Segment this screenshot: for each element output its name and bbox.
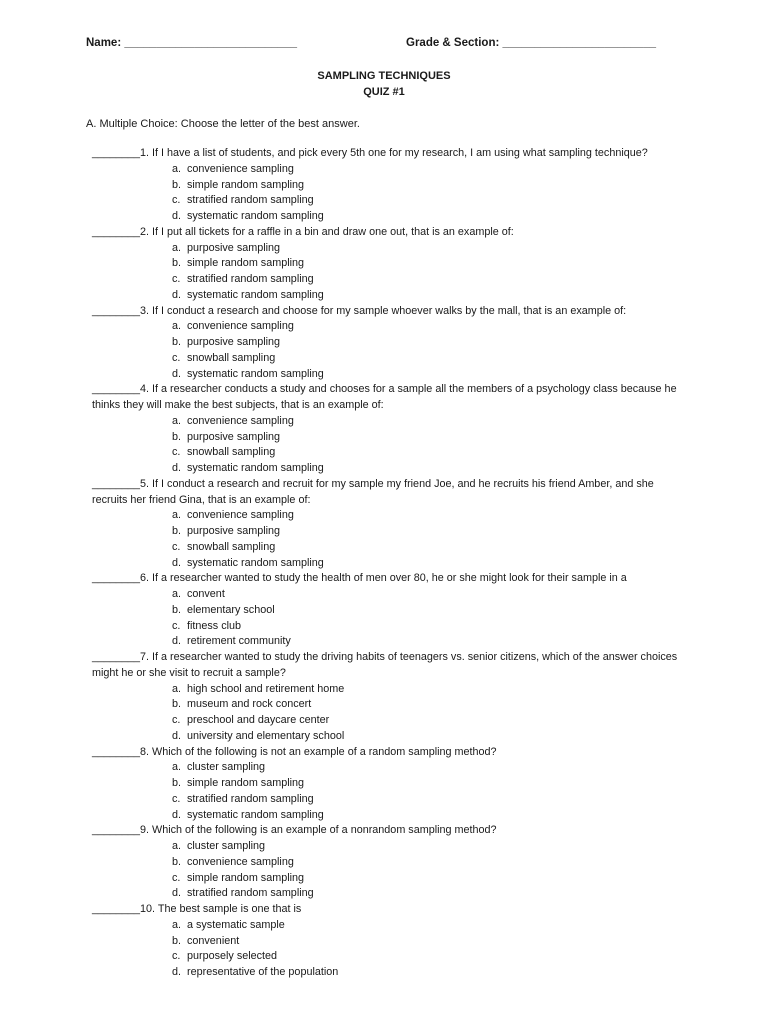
choice-c [172,871,692,887]
choice-letter: c. [172,792,181,805]
choice-letter: c. [172,540,181,553]
choice-list [92,682,692,745]
question-text: ________3. If I conduct a research and choose for my sample whoever walks by the mall, that is an example of: [92,304,627,317]
choice-a [172,414,692,430]
choice-letter: a. [172,320,182,333]
choice-letter: d. [172,462,182,474]
choice-c [172,949,692,965]
grade-section-field-label: Grade & Section: ________________________ [406,37,656,49]
choice-text: systematic random sampling [187,210,324,222]
choice-b [172,178,692,194]
choice-c [172,351,692,367]
choice-letter: d. [172,367,182,380]
choice-text: convenience sampling [187,855,294,868]
choice-letter: a. [172,509,182,522]
choice-text: systematic random sampling [187,288,324,301]
choice-text: purposely selected [187,950,278,963]
choice-letter: d. [172,635,182,648]
choice-b [172,776,692,792]
question-7 [92,650,692,745]
choice-b [172,335,692,351]
choice-a [172,241,692,257]
title-line-1: SAMPLING TECHNIQUES [317,70,451,82]
choice-c [172,445,692,461]
question-text: ________5. If I conduct a research and recruit for my sample my friend Joe, and he recruits his friend Amber, and she recruits her friend Gina, that is an example of: [92,477,654,506]
question-8 [92,745,692,824]
question-2 [92,225,692,304]
choice-text: stratified random sampling [187,194,314,207]
choice-letter: a. [172,588,182,600]
choice-letter: d. [172,887,182,900]
choice-text: purposive sampling [187,336,281,348]
choice-text: systematic random sampling [187,462,324,474]
question-1 [92,146,692,225]
choice-text: simple random sampling [187,871,305,884]
question-10 [92,902,692,981]
quiz-title [0,68,768,100]
choice-letter: b. [172,934,182,947]
choice-text: purposive sampling [187,241,281,254]
choice-c [172,272,692,288]
question-list [92,146,692,981]
choice-a [172,682,692,698]
choice-text: purposive sampling [187,525,281,537]
choice-text: purposive sampling [187,430,281,443]
title-line-2: QUIZ #1 [363,86,405,98]
header-row [86,37,686,53]
choice-text: elementary school [187,603,275,616]
choice-text: university and elementary school [187,729,345,742]
choice-d [172,367,692,383]
instructions: A. Multiple Choice: Choose the letter of the best answer. [86,118,360,130]
choice-text: stratified random sampling [187,792,314,805]
choice-letter: b. [172,698,182,711]
choice-text: cluster sampling [187,840,266,852]
choice-list [92,508,692,571]
choice-text: systematic random sampling [187,556,324,569]
choice-letter: c. [172,871,181,884]
choice-text: convenience sampling [187,320,294,333]
question-text: ________2. If I put all tickets for a raffle in a bin and draw one out, that is an example of: [92,225,514,238]
choice-letter: c. [172,950,181,963]
choice-d [172,886,692,902]
choice-c [172,619,692,635]
choice-letter: b. [172,430,182,443]
choice-d [172,209,692,225]
choice-d [172,965,692,981]
choice-letter: a. [172,414,182,427]
choice-d [172,461,692,477]
choice-text: simple random sampling [187,178,305,191]
choice-a [172,508,692,524]
choice-b [172,697,692,713]
choice-a [172,162,692,178]
choice-letter: b. [172,777,182,789]
choice-c [172,540,692,556]
choice-text: snowball sampling [187,446,276,459]
choice-list [92,162,692,225]
question-3 [92,304,692,383]
choice-a [172,319,692,335]
choice-letter: d. [172,556,182,569]
choice-letter: d. [172,210,182,222]
choice-d [172,808,692,824]
choice-b [172,430,692,446]
choice-c [172,792,692,808]
choice-text: representative of the population [187,966,339,978]
choice-letter: a. [172,761,182,774]
choice-letter: c. [172,273,181,285]
choice-b [172,524,692,540]
choice-letter: a. [172,241,182,254]
choice-letter: d. [172,288,182,301]
choice-c [172,713,692,729]
question-6 [92,571,692,650]
choice-letter: b. [172,525,182,537]
choice-text: stratified random sampling [187,273,314,285]
choice-text: systematic random sampling [187,367,324,380]
choice-a [172,587,692,603]
question-text: ________4. If a researcher conducts a study and chooses for a sample all the members of a psychology class because he thinks they will make the best subjects, that is an example of: [92,383,677,411]
question-text: ________9. Which of the following is an example of a nonrandom sampling method? [92,824,497,837]
choice-d [172,634,692,650]
question-text: ________6. If a researcher wanted to study the health of men over 80, he or she might look for their sample in a [92,572,627,585]
choice-a [172,839,692,855]
choice-a [172,760,692,776]
question-9 [92,823,692,902]
choice-d [172,729,692,745]
choice-letter: c. [172,446,181,459]
choice-list [92,241,692,304]
question-4 [92,382,692,477]
choice-letter: c. [172,714,181,726]
choice-letter: c. [172,194,181,207]
choice-text: cluster sampling [187,761,266,774]
question-text: ________8. Which of the following is not an example of a random sampling method? [92,745,497,758]
choice-b [172,855,692,871]
choice-text: fitness club [187,619,242,632]
choice-text: simple random sampling [187,257,305,270]
choice-a [172,918,692,934]
choice-text: systematic random sampling [187,808,324,821]
choice-letter: c. [172,619,181,632]
choice-b [172,256,692,272]
choice-text: snowball sampling [187,351,276,364]
choice-letter: b. [172,855,182,868]
choice-letter: a. [172,162,182,175]
choice-letter: b. [172,336,182,348]
choice-letter: b. [172,178,182,191]
choice-list [92,918,692,981]
choice-letter: a. [172,682,182,695]
choice-text: museum and rock concert [187,698,312,711]
choice-letter: d. [172,808,182,821]
choice-text: convenient [187,934,240,947]
choice-text: convenience sampling [187,509,294,522]
choice-list [92,760,692,823]
choice-letter: b. [172,257,182,270]
choice-text: stratified random sampling [187,887,314,900]
choice-text: simple random sampling [187,777,305,789]
question-text: ________1. If I have a list of students, and pick every 5th one for my research, I am using what sampling technique? [92,147,648,159]
choice-c [172,193,692,209]
choice-text: convenience sampling [187,162,294,175]
question-text: ________10. The best sample is one that is [92,903,302,915]
choice-letter: c. [172,351,181,364]
choice-letter: b. [172,603,182,616]
choice-text: preschool and daycare center [187,714,330,726]
choice-b [172,603,692,619]
choice-d [172,556,692,572]
question-text: ________7. If a researcher wanted to study the driving habits of teenagers vs. senior citizens, which of the answer choices might he or she visit to recruit a sample? [92,651,678,679]
choice-letter: d. [172,966,182,978]
choice-d [172,288,692,304]
choice-letter: a. [172,918,182,931]
choice-text: retirement community [187,635,291,648]
choice-list [92,839,692,902]
choice-list [92,414,692,477]
choice-letter: a. [172,840,182,852]
choice-text: a systematic sample [187,918,285,931]
question-5 [92,477,692,572]
choice-text: high school and retirement home [187,682,345,695]
choice-list [92,587,692,650]
choice-list [92,319,692,382]
choice-letter: d. [172,729,182,742]
choice-b [172,934,692,950]
choice-text: convent [187,588,225,600]
name-field-label: Name: ___________________________ [86,37,298,49]
choice-text: snowball sampling [187,540,276,553]
choice-text: convenience sampling [187,414,294,427]
